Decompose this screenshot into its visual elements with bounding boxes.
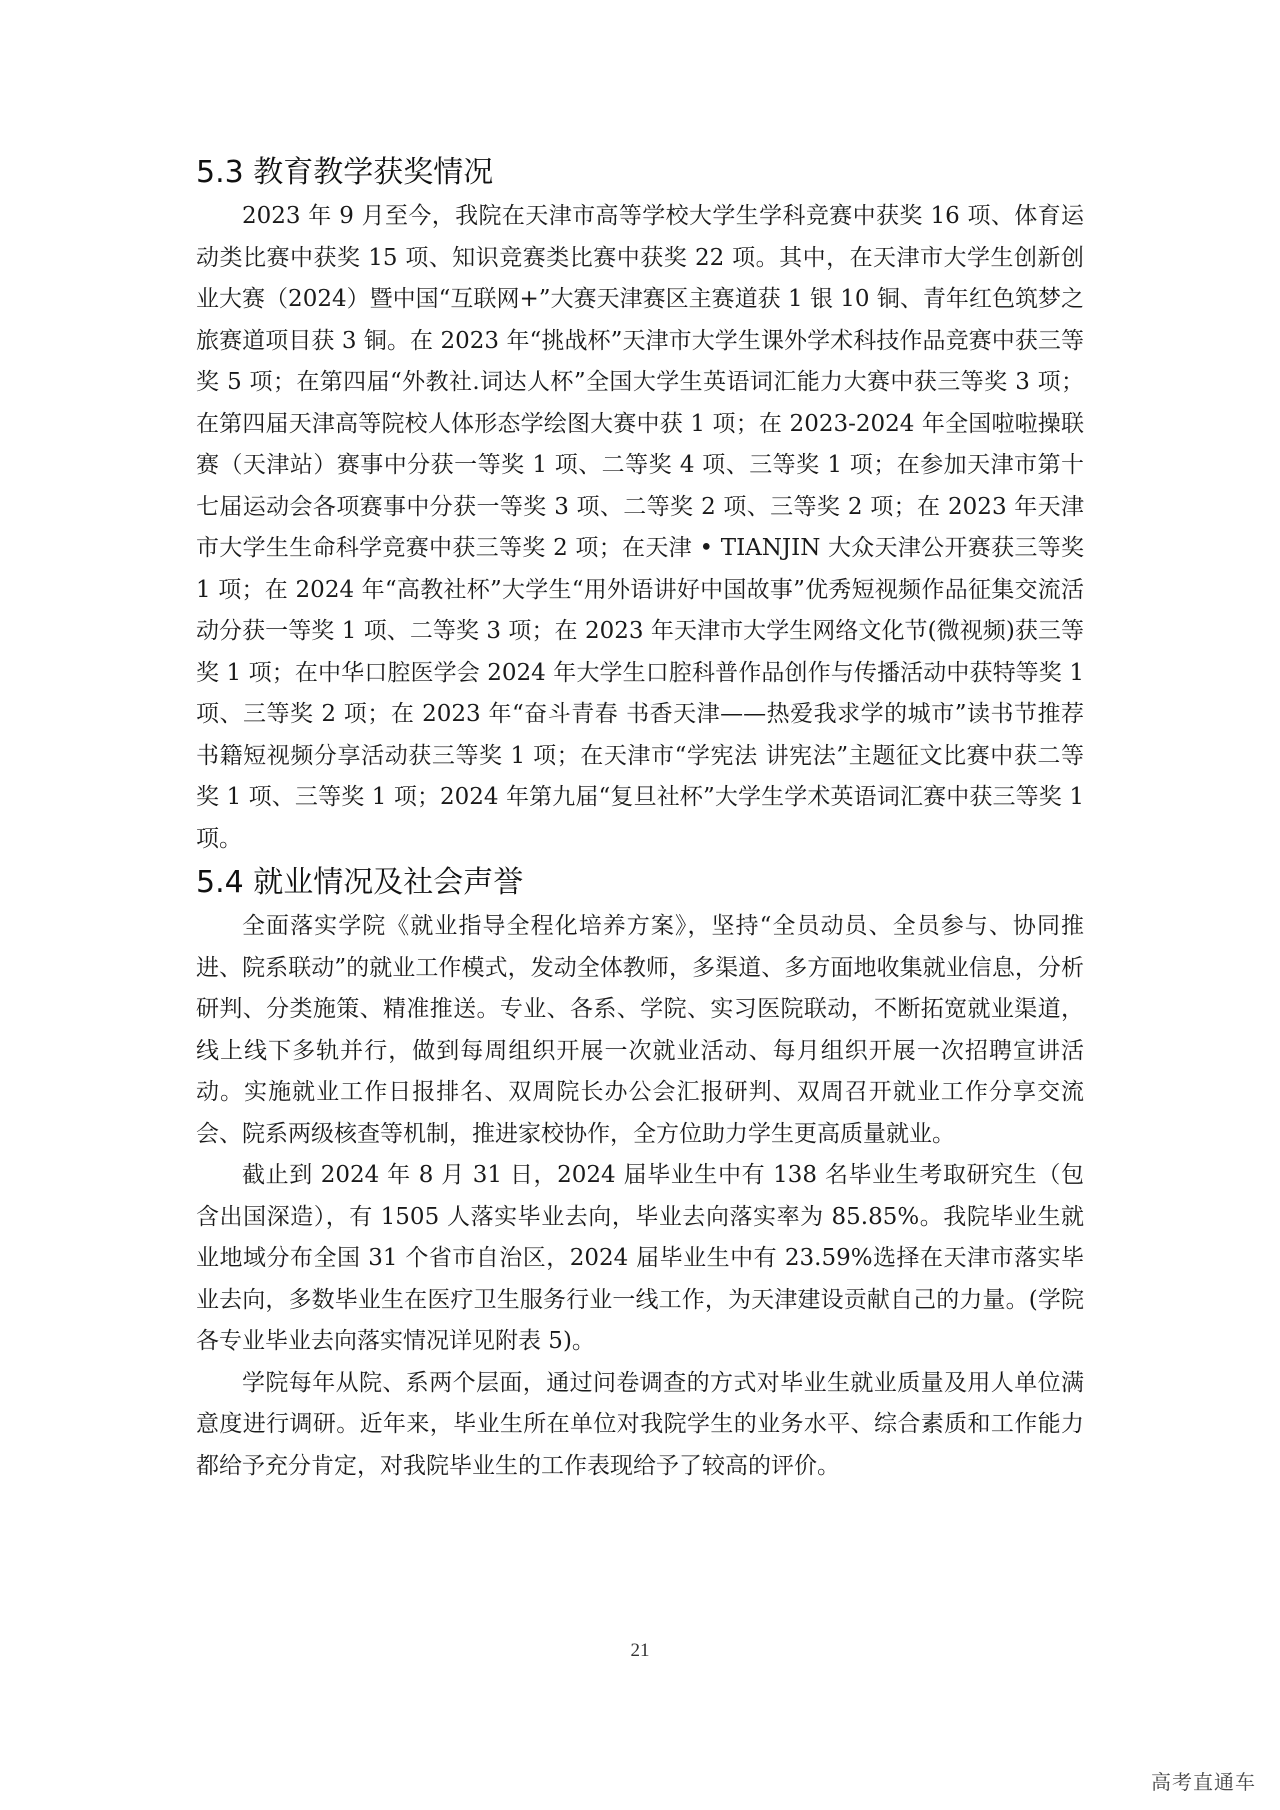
- section-5-4-paragraph-3: 学院每年从院、系两个层面，通过问卷调查的方式对毕业生就业质量及用人单位满意度进行调研。近年来，毕业生所在单位对我院学生的业务水平、综合素质和工作能力都给予充分肯定，对我院毕业生的工作表现给予了较高的评价。: [196, 1369, 1084, 1479]
- page-content: [196, 150, 1084, 1487]
- page-number: 21: [630, 1640, 650, 1661]
- section-5-4-paragraph-1: 全面落实学院《就业指导全程化培养方案》，坚持“全员动员、全员参与、协同推进、院系联动”的就业工作模式，发动全体教师，多渠道、多方面地收集就业信息，分析研判、分类施策、精准推送。专业、各系、学院、实习医院联动，不断拓宽就业渠道，线上线下多轨并行，做到每周组织开展一次就业活动、每月组织开展一次招聘宣讲活动。实施就业工作日报排名、双周院长办公会汇报研判、双周召开就业工作分享交流会、院系两级核查等机制，推进家校协作，全方位助力学生更高质量就业。: [196, 913, 1084, 1147]
- watermark-text: 高考直通车: [1151, 1770, 1256, 1794]
- section-5-3-heading: 5.3 教育教学获奖情况: [196, 155, 494, 190]
- section-5-4-paragraph-2: 截止到 2024 年 8 月 31 日，2024 届毕业生中有 138 名毕业生考取研究生（包含出国深造），有 1505 人落实毕业去向，毕业去向落实率为 85.85%。我院毕业生就业地域分布全国 31 个省市自治区，2024 届毕业生中有 23.59%选择在天津市落实毕业去向，多数毕业生在医疗卫生服务行业一线工作，为天津建设贡献自己的力量。(学院各专业毕业去向落实情况详见附表 5)。: [196, 1162, 1084, 1354]
- section-5-4-heading: 5.4 就业情况及社会声誉: [196, 865, 524, 900]
- section-5-3-paragraph-1: 2023 年 9 月至今，我院在天津市高等学校大学生学科竞赛中获奖 16 项、体育运动类比赛中获奖 15 项、知识竞赛类比赛中获奖 22 项。其中，在天津市大学生创新创业大赛（2024）暨中国“互联网+”大赛天津赛区主赛道获 1 银 10 铜、青年红色筑梦之旅赛道项目获 3 铜。在 2023 年“挑战杯”天津市大学生课外学术科技作品竞赛中获三等奖 5 项；在第四届“外教社.词达人杯”全国大学生英语词汇能力大赛中获三等奖 3 项；在第四届天津高等院校人体形态学绘图大赛中获 1 项；在 2023-2024 年全国啦啦操联赛（天津站）赛事中分获一等奖 1 项、二等奖 4 项、三等奖 1 项；在参加天津市第十七届运动会各项赛事中分获一等奖 3 项、二等奖 2 项、三等奖 2 项；在 2023 年天津市大学生生命科学竞赛中获三等奖 2 项；在天津 • TIANJIN 大众天津公开赛获三等奖 1 项；在 2024 年“高教社杯”大学生“用外语讲好中国故事”优秀短视频作品征集交流活动分获一等奖 1 项、二等奖 3 项；在 2023 年天津市大学生网络文化节(微视频)获三等奖 1 项；在中华口腔医学会 2024 年大学生口腔科普作品创作与传播活动中获特等奖 1 项、三等奖 2 项；在 2023 年“奋斗青春 书香天津——热爱我求学的城市”读书节推荐书籍短视频分享活动获三等奖 1 项；在天津市“学宪法 讲宪法”主题征文比赛中获二等奖 1 项、三等奖 1 项；2024 年第九届“复旦社杯”大学生学术英语词汇赛中获三等奖 1 项。: [196, 203, 1084, 852]
